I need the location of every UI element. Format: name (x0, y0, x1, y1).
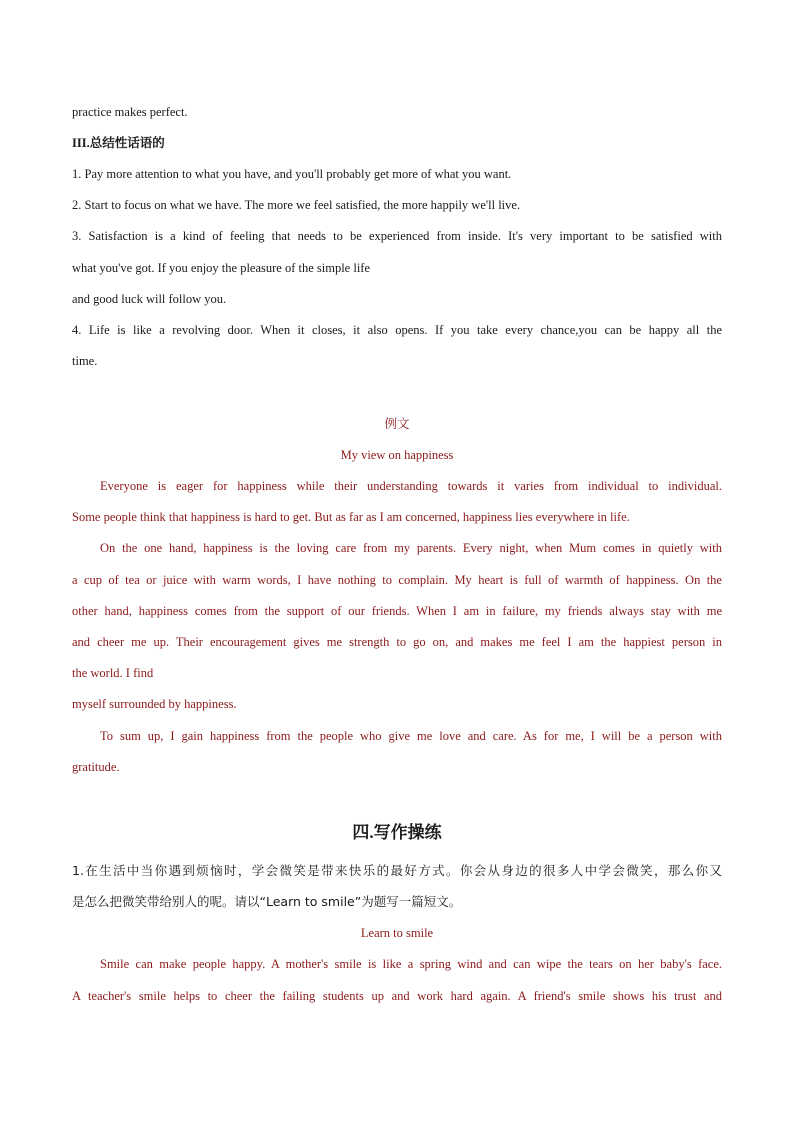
example-paragraph-2-cont: and cheer me up. Their encouragement gives me strength to go on, and makes me feel I am the happiest person in (72, 635, 722, 649)
example-paragraph-3-cont: gratitude. (72, 760, 120, 774)
summary-item-3-cont: and good luck will follow you. (72, 292, 227, 306)
summary-item-4: 4. Life is like a revolving door. When it closes, it also opens. If you take every chance,you can be happy all the (72, 323, 722, 337)
example-paragraph-2: On the one hand, happiness is the loving care from my parents. Every night, when Mum comes in quietly with (100, 541, 722, 555)
essay-paragraph-cont: A teacher's smile helps to cheer the failing students up and work hard again. A friend's smile shows his trust and (72, 989, 722, 1003)
example-paragraph-2-cont: a cup of tea or juice with warm words, I have nothing to complain. My heart is full of warmth of happiness. On the (72, 573, 722, 587)
section-heading: 四.写作操练 (352, 823, 442, 842)
essay-title: Learn to smile (360, 926, 434, 940)
essay-paragraph: Smile can make people happy. A mother's smile is like a spring wind and can wipe the tears on her baby's face. (100, 957, 722, 971)
writing-prompt-cont: 是怎么把微笑带给别人的呢。请以“Learn to smile”为题写一篇短文。 (72, 894, 462, 909)
example-paragraph-1: Everyone is eager for happiness while their understanding towards it varies from individual to individual. (100, 479, 722, 493)
text-line: practice makes perfect. (72, 105, 188, 119)
summary-item-4-cont: time. (72, 354, 98, 368)
summary-item-1: 1. Pay more attention to what you have, and you'll probably get more of what you want. (72, 167, 512, 181)
example-label: 例文 (384, 416, 410, 431)
example-paragraph-2-cont: the world. I find (72, 666, 154, 680)
section-title: III.总结性话语的 (72, 136, 165, 150)
summary-item-3: 3. Satisfaction is a kind of feeling that needs to be experienced from inside. It's very important to be satisfied with (72, 229, 722, 243)
summary-item-3-cont: what you've got. If you enjoy the pleasure of the simple life (72, 261, 371, 275)
example-paragraph-1-cont: Some people think that happiness is hard to get. But as far as I am concerned, happiness lies everywhere in life. (72, 510, 630, 524)
example-paragraph-2-cont: other hand, happiness comes from the support of our friends. When I am in failure, my friends always stay with me (72, 604, 722, 618)
writing-prompt: 1.在生活中当你遇到烦恼时，学会微笑是带来快乐的最好方式。你会从身边的很多人中学会微笑，那么你又 (72, 863, 722, 878)
example-paragraph-3: To sum up, I gain happiness from the people who give me love and care. As for me, I will be a person with (100, 729, 722, 743)
example-title: My view on happiness (340, 448, 454, 462)
example-paragraph-2-cont: myself surrounded by happiness. (72, 697, 237, 711)
summary-item-2: 2. Start to focus on what we have. The more we feel satisfied, the more happily we'll live. (72, 198, 521, 212)
